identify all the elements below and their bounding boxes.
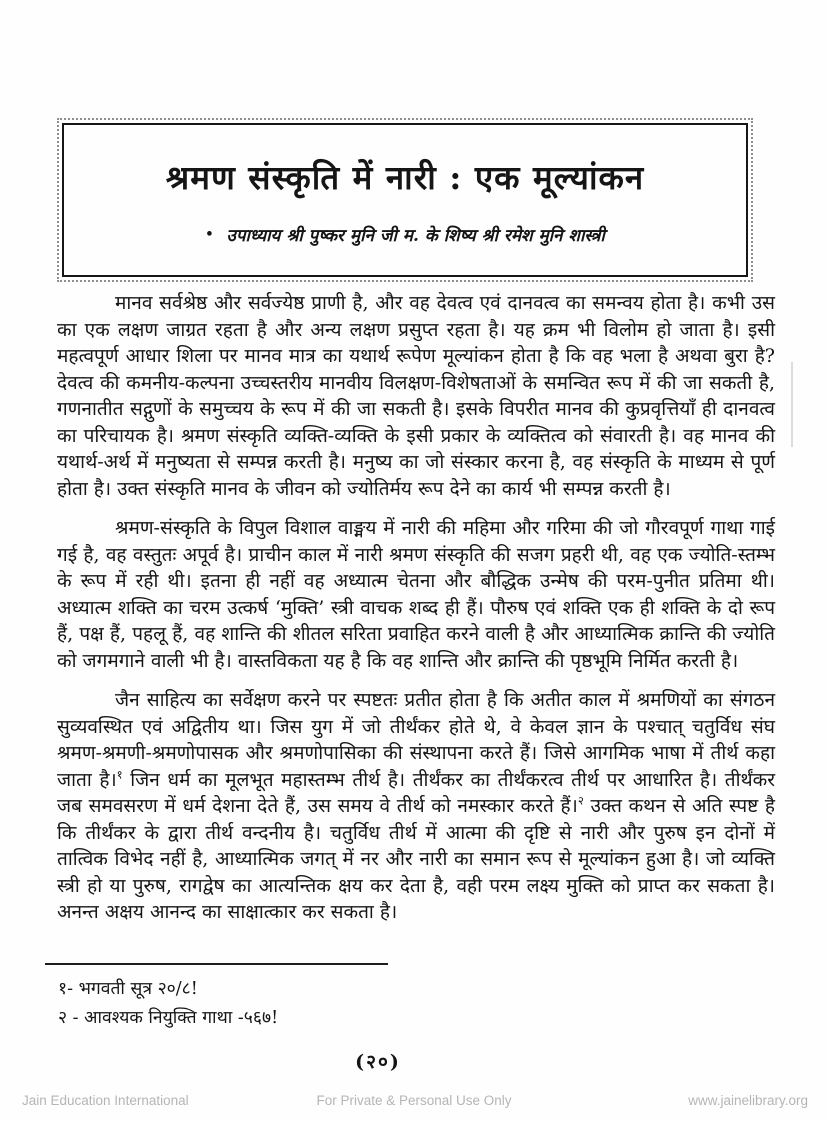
scan-artifact — [791, 362, 793, 447]
bullet-icon: • — [205, 227, 214, 242]
footnotes — [58, 975, 278, 1033]
paragraph — [57, 687, 775, 926]
title-box — [62, 123, 748, 277]
footer-usage-note: For Private & Personal Use Only — [316, 1093, 512, 1108]
byline-text: उपाध्याय श्री पुष्कर मुनि जी म. के शिष्य श्री रमेश मुनि शास्त्री — [226, 226, 605, 246]
byline — [205, 223, 605, 246]
footnote-2: २ - आवश्यक नियुक्ति गाथा -५६७! — [58, 1008, 279, 1028]
paragraph-text: जिन धर्म का मूलभूत महास्तम्भ तीर्थ है। तीर्थंकर का तीर्थंकरत्व तीर्थ पर आधारित है। तीर्थंकर जब समवसरण में धर्म देशना देते हैं, उस समय वे तीर्थ को नमस्कार करते हैं। — [57, 768, 775, 817]
page-title: श्रमण संस्कृति में नारी : एक मूल्यांकन — [165, 158, 645, 197]
footer-url: www.jainelibrary.org — [688, 1093, 808, 1108]
scan-footer — [0, 1093, 828, 1115]
content — [57, 290, 775, 939]
paragraph-text: श्रमण-संस्कृति के विपुल विशाल वाङ्मय में नारी की महिमा और गरिमा की जो गौरवपूर्ण गाथा गाई गई है, वह वस्तुतः अपूर्व है। प्राचीन काल में नारी श्रमण संस्कृति की सजग प्रहरी थी, वह एक ज्योति-स्तम्भ के रूप में रही थी। इतना ही नहीं वह अध्यात्म चेतना और बौद्धिक उन्मेष की परम-पुनीत प्रतिमा थी। अध्यात्म शक्ति का चरम उत्कर्ष ‘मुक्ति’ स्त्री वाचक शब्द ही हैं। पौरुष एवं शक्ति एक ही शक्ति के दो रूप हैं, पक्ष हैं, पहलू हैं, वह शान्ति की शीतल सरिता प्रवाहित करने वाली है और आध्यात्मिक क्रान्ति की ज्योति को जगमगाने वाली भी है। वास्तविकता यह है कि वह शान्ति और क्रान्ति की पृष्ठभूमि निर्मित करती है। — [57, 517, 775, 672]
paragraph-text: मानव सर्वश्रेष्ठ और सर्वज्येष्ठ प्राणी है, और वह देवत्व एवं दानवत्व का समन्वय होता है। कभी उस का एक लक्षण जाग्रत रहता है और अन्य लक्षण प्रसुप्त रहता है। यह क्रम भी विलोम हो जाता है। इसी महत्वपूर्ण आधार शिला पर मानव मात्र का यथार्थ रूपेण मूल्यांकन होता है कि वह भला है अथवा बुरा है? देवत्व की कमनीय-कल्पना उच्चस्तरीय मानवीय विलक्षण-विशेषताओं के समन्वित रूप में की जा सकती है, गणनातीत सद्गुणों के समुच्चय के रूप में की जा सकती है। इसके विपरीत मानव की कुप्रवृत्तियाँ ही दानवत्व का परिचायक है। श्रमण संस्कृति व्यक्ति-व्यक्ति के इसी प्रकार के व्यक्तित्व को संवारती है। वह मानव की यथार्थ-अर्थ में मनुष्यता से सम्पन्न करती है। मनुष्य का जो संस्कार करना है, वह संस्कृति के माध्यम से पूर्ण होता है। उक्त संस्कृति मानव के जीवन को ज्योतिर्मय रूप देने का कार्य भी सम्पन्न करती है। — [57, 292, 775, 500]
paragraph-text: उक्त कथन से अति स्पष्ट है कि तीर्थंकर के द्वारा तीर्थ वन्दनीय है। चतुर्विध तीर्थ में आत्मा की दृष्टि से नारी और पुरुष इन दोनों में तात्विक विभेद नहीं है, आध्यात्मिक जगत् में नर और नारी का समान रूप से मूल्यांकन हुआ है। जो व्यक्ति स्त्री हो या पुरुष, रागद्वेष का आत्यन्तिक क्षय कर देता है, वही परम लक्ष्य मुक्ति को प्राप्त कर सकता है। अनन्त अक्षय आनन्द का साक्षात्कार कर सकता है। — [57, 795, 776, 923]
footnote-1: १- भगवती सूत्र २०/८! — [58, 979, 198, 999]
footnote-ref: १ — [116, 767, 123, 782]
paragraph — [57, 290, 775, 502]
footnote-ref: २ — [577, 793, 584, 808]
page-number: (२०) — [355, 1051, 401, 1073]
footnote-divider — [45, 963, 388, 965]
footer-publisher: Jain Education International — [22, 1093, 189, 1108]
paragraph — [57, 515, 775, 674]
paragraph-text: जैन साहित्य का सर्वेक्षण करने पर स्पष्टतः प्रतीत होता है कि अतीत काल में श्रमणियों का संगठन सुव्यवस्थित एवं अद्वितीय था। जिस युग में जो तीर्थंकर होते थे, वे केवल ज्ञान के पश्चात् चतुर्विध संघ श्रमण-श्रमणी-श्रमणोपासक और श्रमणोपासिका की संस्थापना करते हैं। जिसे आगमिक भाषा में तीर्थ कहा जाता है। — [57, 689, 775, 791]
